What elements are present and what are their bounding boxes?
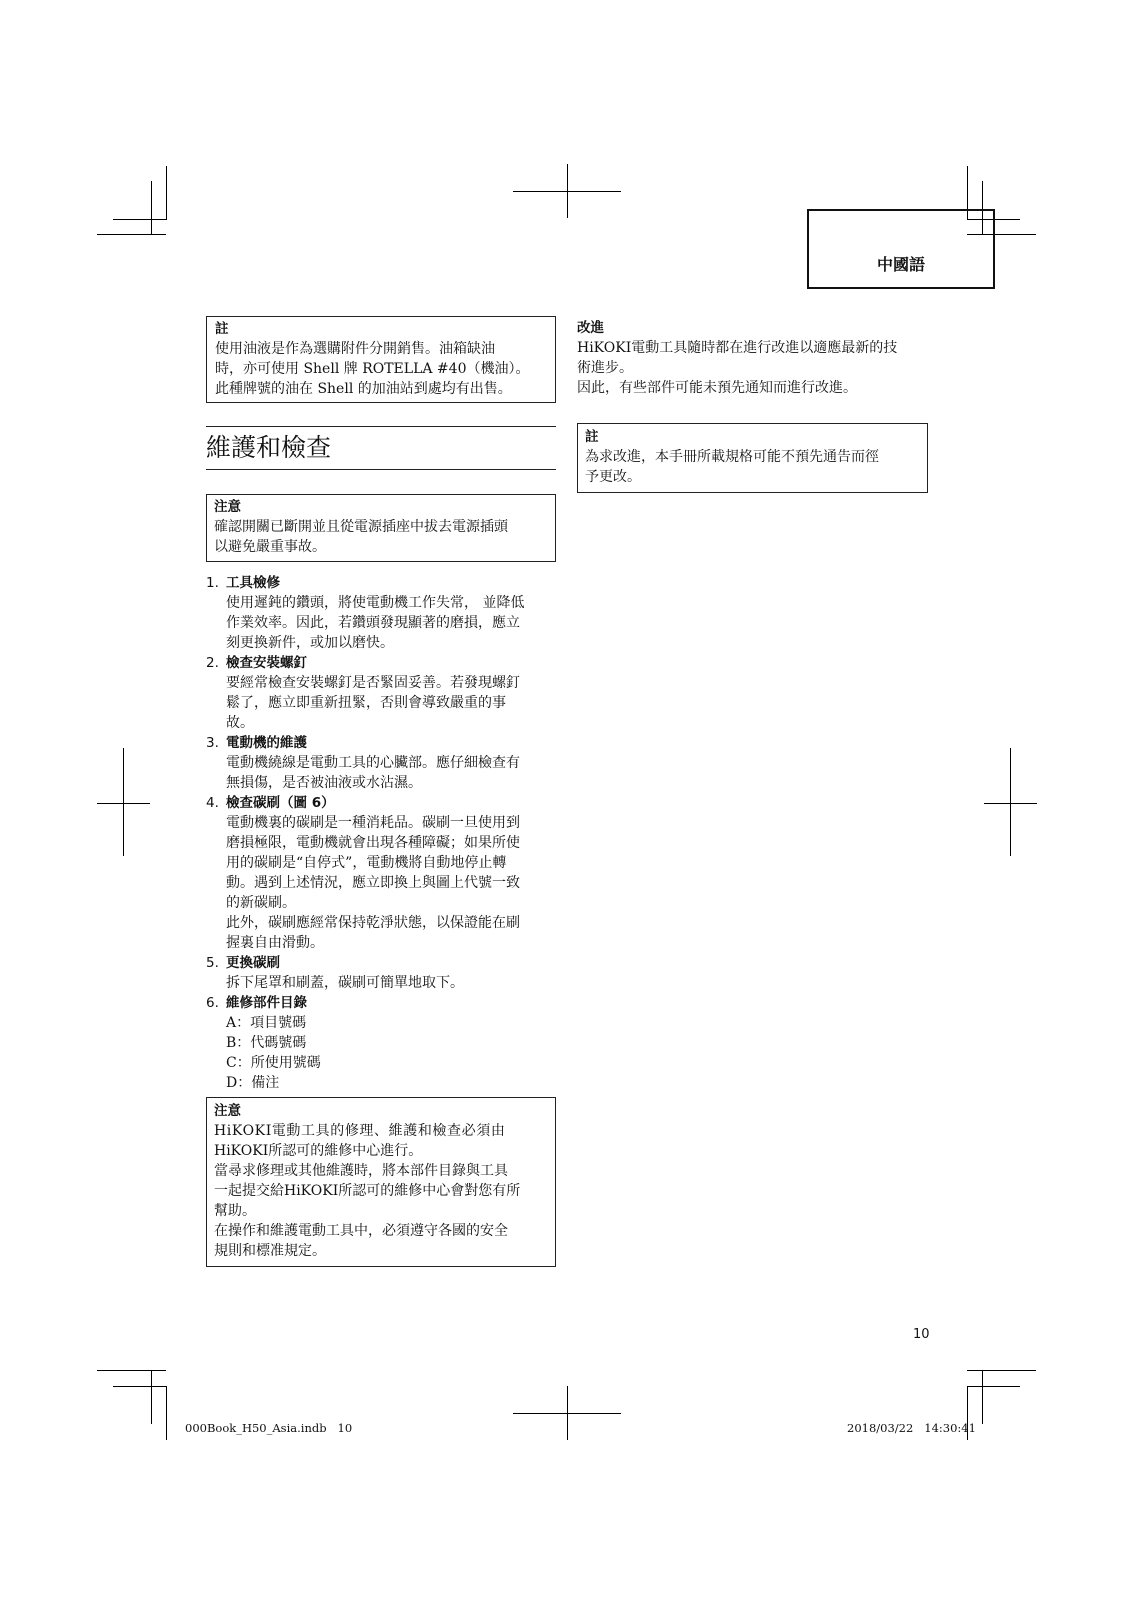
improvement-title: 改進 <box>577 320 604 336</box>
note-line: 此種牌號的油在 Shell 的加油站到處均有出售。 <box>215 381 512 397</box>
caution-line: 以避免嚴重事故。 <box>214 539 326 555</box>
note-line: 予更改。 <box>585 469 641 485</box>
caution-line: 規則和標准規定。 <box>214 1243 326 1259</box>
item-title: 更換碳刷 <box>226 955 280 971</box>
caution-box <box>206 1097 556 1267</box>
note-box <box>577 423 928 493</box>
note-title: 註 <box>585 429 599 445</box>
caution-title: 注意 <box>214 499 241 515</box>
item-line: 使用遲鈍的鑽頭，將使電動機工作失常， 並降低 <box>226 595 525 611</box>
caution-line: 一起提交給HiKOKI所認可的維修中心會對您有所 <box>214 1183 521 1199</box>
item-number: 5. <box>206 955 219 971</box>
caution-line: 在操作和維護電動工具中，必須遵守各國的安全 <box>214 1223 508 1239</box>
item-title: 檢查安裝螺釘 <box>226 655 307 671</box>
caution-box <box>206 494 556 562</box>
item-line: 磨損極限，電動機就會出現各種障礙；如果所使 <box>226 835 520 851</box>
item-line: 用的碳刷是“自停式”，電動機將自動地停止轉 <box>226 855 507 871</box>
item-line: 刻更換新件，或加以磨快。 <box>226 635 394 651</box>
improvement-line: 術進步。 <box>577 360 633 376</box>
item-title: 檢查碳刷（圖 6） <box>226 795 335 811</box>
item-line: 此外，碳刷應經常保持乾淨狀態，以保證能在刷 <box>226 915 520 931</box>
item-number: 3. <box>206 735 219 751</box>
note-title: 註 <box>215 321 229 337</box>
item-line: 鬆了，應立即重新扭緊，否則會導致嚴重的事 <box>226 695 506 711</box>
item-number: 4. <box>206 795 219 811</box>
item-number: 2. <box>206 655 219 671</box>
caution-line: 幫助。 <box>214 1203 256 1219</box>
note-line: 使用油液是作為選購附件分開銷售。油箱缺油 <box>215 341 495 357</box>
footer-file: 000Book_H50_Asia.indb 10 <box>185 1421 353 1435</box>
caution-title: 注意 <box>214 1103 241 1119</box>
item-body <box>226 673 558 733</box>
item-body <box>226 813 558 953</box>
item-number: 1. <box>206 575 219 591</box>
item-body <box>226 973 558 993</box>
note-line: 時，亦可使用 Shell 牌 ROTELLA #40（機油）。 <box>215 361 530 377</box>
parts-list-entry: C：所使用號碼 <box>226 1055 321 1071</box>
note-line: 為求改進，本手冊所載規格可能不預先通告而徑 <box>585 449 879 465</box>
item-line: 握裏自由滑動。 <box>226 935 324 951</box>
item-line: 的新碳刷。 <box>226 895 296 911</box>
item-line: 故。 <box>226 715 254 731</box>
caution-line: 當尋求修理或其他維護時，將本部件目錄與工具 <box>214 1163 508 1179</box>
item-body <box>226 753 558 793</box>
item-line: 無損傷，是否被油液或水沾濕。 <box>226 775 422 791</box>
item-line: 動。遇到上述情況，應立即換上與圖上代號一致 <box>226 875 520 891</box>
item-title: 電動機的維護 <box>226 735 307 751</box>
item-line: 電動機裏的碳刷是一種消耗品。碳刷一旦使用到 <box>226 815 520 831</box>
note-box <box>206 316 556 403</box>
item-line: 要經常檢查安裝螺釘是否緊固妥善。若發現螺釘 <box>226 675 520 691</box>
parts-list-entry: B：代碼號碼 <box>226 1035 307 1051</box>
item-title: 維修部件目錄 <box>226 995 307 1011</box>
section-title: 維護和檢查 <box>206 426 556 470</box>
page-number: 10 <box>913 1327 930 1342</box>
item-line: 拆下尾罩和刷蓋，碳刷可簡單地取下。 <box>226 975 464 991</box>
parts-list-entry: D：備注 <box>226 1075 280 1091</box>
item-body <box>226 593 558 653</box>
caution-line: 確認開關已斷開並且從電源插座中拔去電源插頭 <box>214 519 508 535</box>
footer-datetime: 2018/03/22 14:30:41 <box>847 1421 976 1435</box>
item-title: 工具檢修 <box>226 575 280 591</box>
item-line: 作業效率。因此，若鑽頭發現顯著的磨損，應立 <box>226 615 520 631</box>
parts-list-entry: A：項目號碼 <box>226 1015 307 1031</box>
language-label: 中國語 <box>807 209 995 289</box>
improvement-line: HiKOKI電動工具隨時都在進行改進以適應最新的技 <box>577 340 898 356</box>
caution-line: HiKOKI所認可的維修中心進行。 <box>214 1143 423 1159</box>
item-line: 電動機繞線是電動工具的心臟部。應仔細檢查有 <box>226 755 520 771</box>
improvement-line: 因此，有些部件可能未預先通知而進行改進。 <box>577 380 857 396</box>
caution-line: HiKOKI電動工具的修理、維護和檢查必須由 <box>214 1123 506 1139</box>
item-number: 6. <box>206 995 219 1011</box>
